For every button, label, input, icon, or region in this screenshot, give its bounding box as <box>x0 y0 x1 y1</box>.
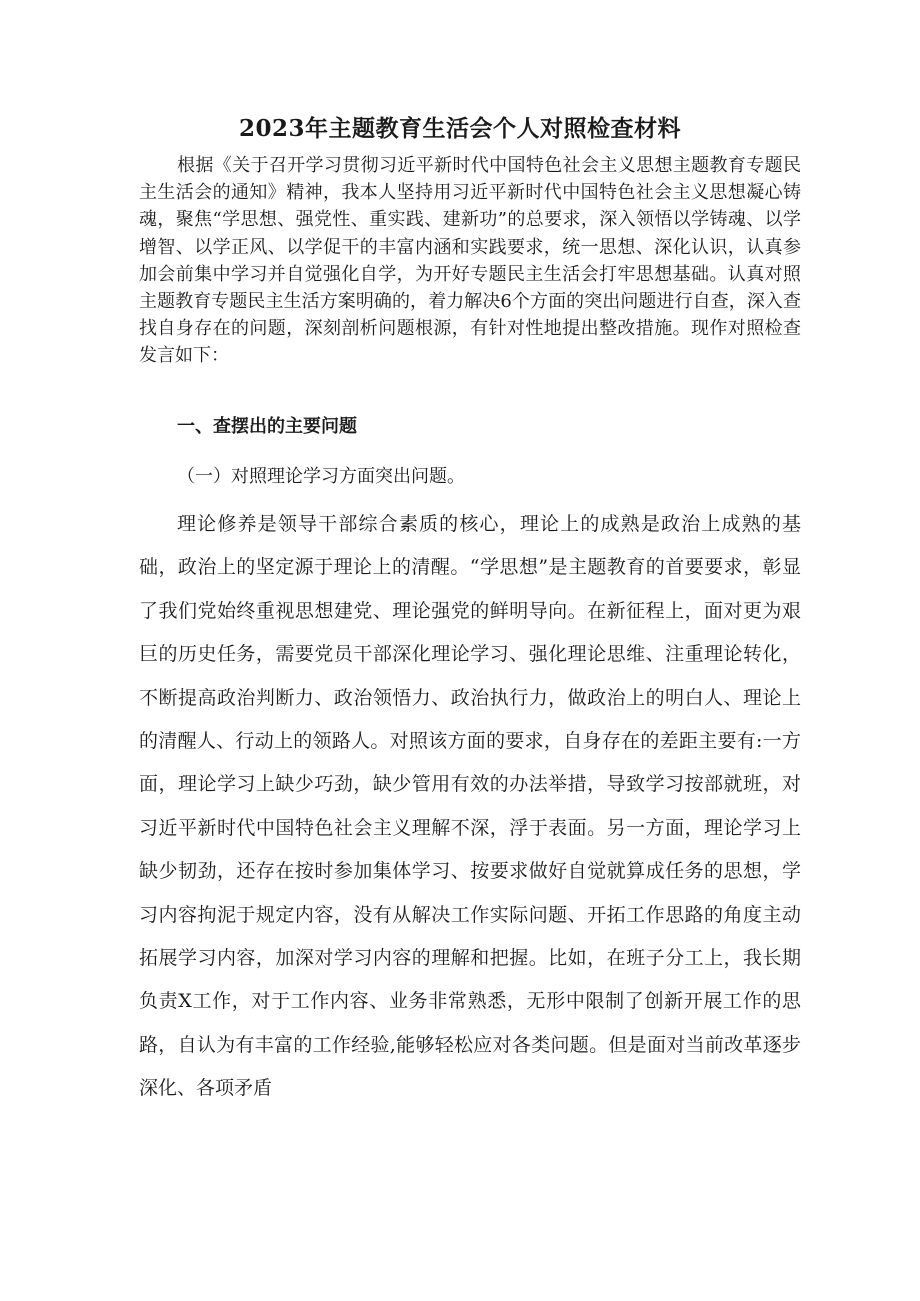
subsection-heading: （一）对照理论学习方面突出问题。 <box>177 466 465 487</box>
intro-paragraph: 根据《关于召开学习贯彻习近平新时代中国特色社会主义思想主题教育专题民主生活会的通知》精神，我本人坚持用习近平新时代中国特色社会主义思想凝心铸魂，聚焦“学思想、强党性、重实践、建新功”的总要求，深入领悟以学铸魂、以学增智、以学正风、以学促干的丰富内涵和实践要求，统一思想、深化认识，认真参加会前集中学习并自觉强化自学，为开好专题民主生活会打牢思想基础。认真对照主题教育专题民主生活方案明确的，着力解决6个方面的突出问题进行自查，深入查找自身存在的问题，深刻剖析问题根源，有针对性地提出整改措施。现作对照检查发言如下： <box>139 155 801 367</box>
document-title: 2023年主题教育生活会个人对照检查材料 <box>238 115 681 142</box>
body-paragraph: 理论修养是领导干部综合素质的核心，理论上的成熟是政治上成熟的基础，政治上的坚定源于理论上的清醒。“学思想”是主题教育的首要要求，彰显了我们党始终重视思想建党、理论强党的鲜明导向。在新征程上，面对更为艰巨的历史任务，需要党员干部深化理论学习、强化理论思维、注重理论转化，不断提高政治判断力、政治领悟力、政治执行力，做政治上的明白人、理论上的清醒人、行动上的领路人。对照该方面的要求，自身存在的差距主要有:一方面，理论学习上缺少巧劲，缺少管用有效的办法举措，导致学习按部就班，对习近平新时代中国特色社会主义理解不深，浮于表面。另一方面，理论学习上缺少韧劲，还存在按时参加集体学习、按要求做好自觉就算成任务的思想，学习内容拘泥于规定内容，没有从解决工作实际问题、开拓工作思路的角度主动拓展学习内容，加深对学习内容的理解和把握。比如，在班子分工上，我长期负责X工作，对于工作内容、业务非常熟悉，无形中限制了创新开展工作的思路，自认为有丰富的工作经验,能够轻松应对各类问题。但是面对当前改革逐步深化、各项矛盾 <box>139 513 801 1100</box>
section-heading: 一、查摆出的主要问题 <box>177 416 357 437</box>
